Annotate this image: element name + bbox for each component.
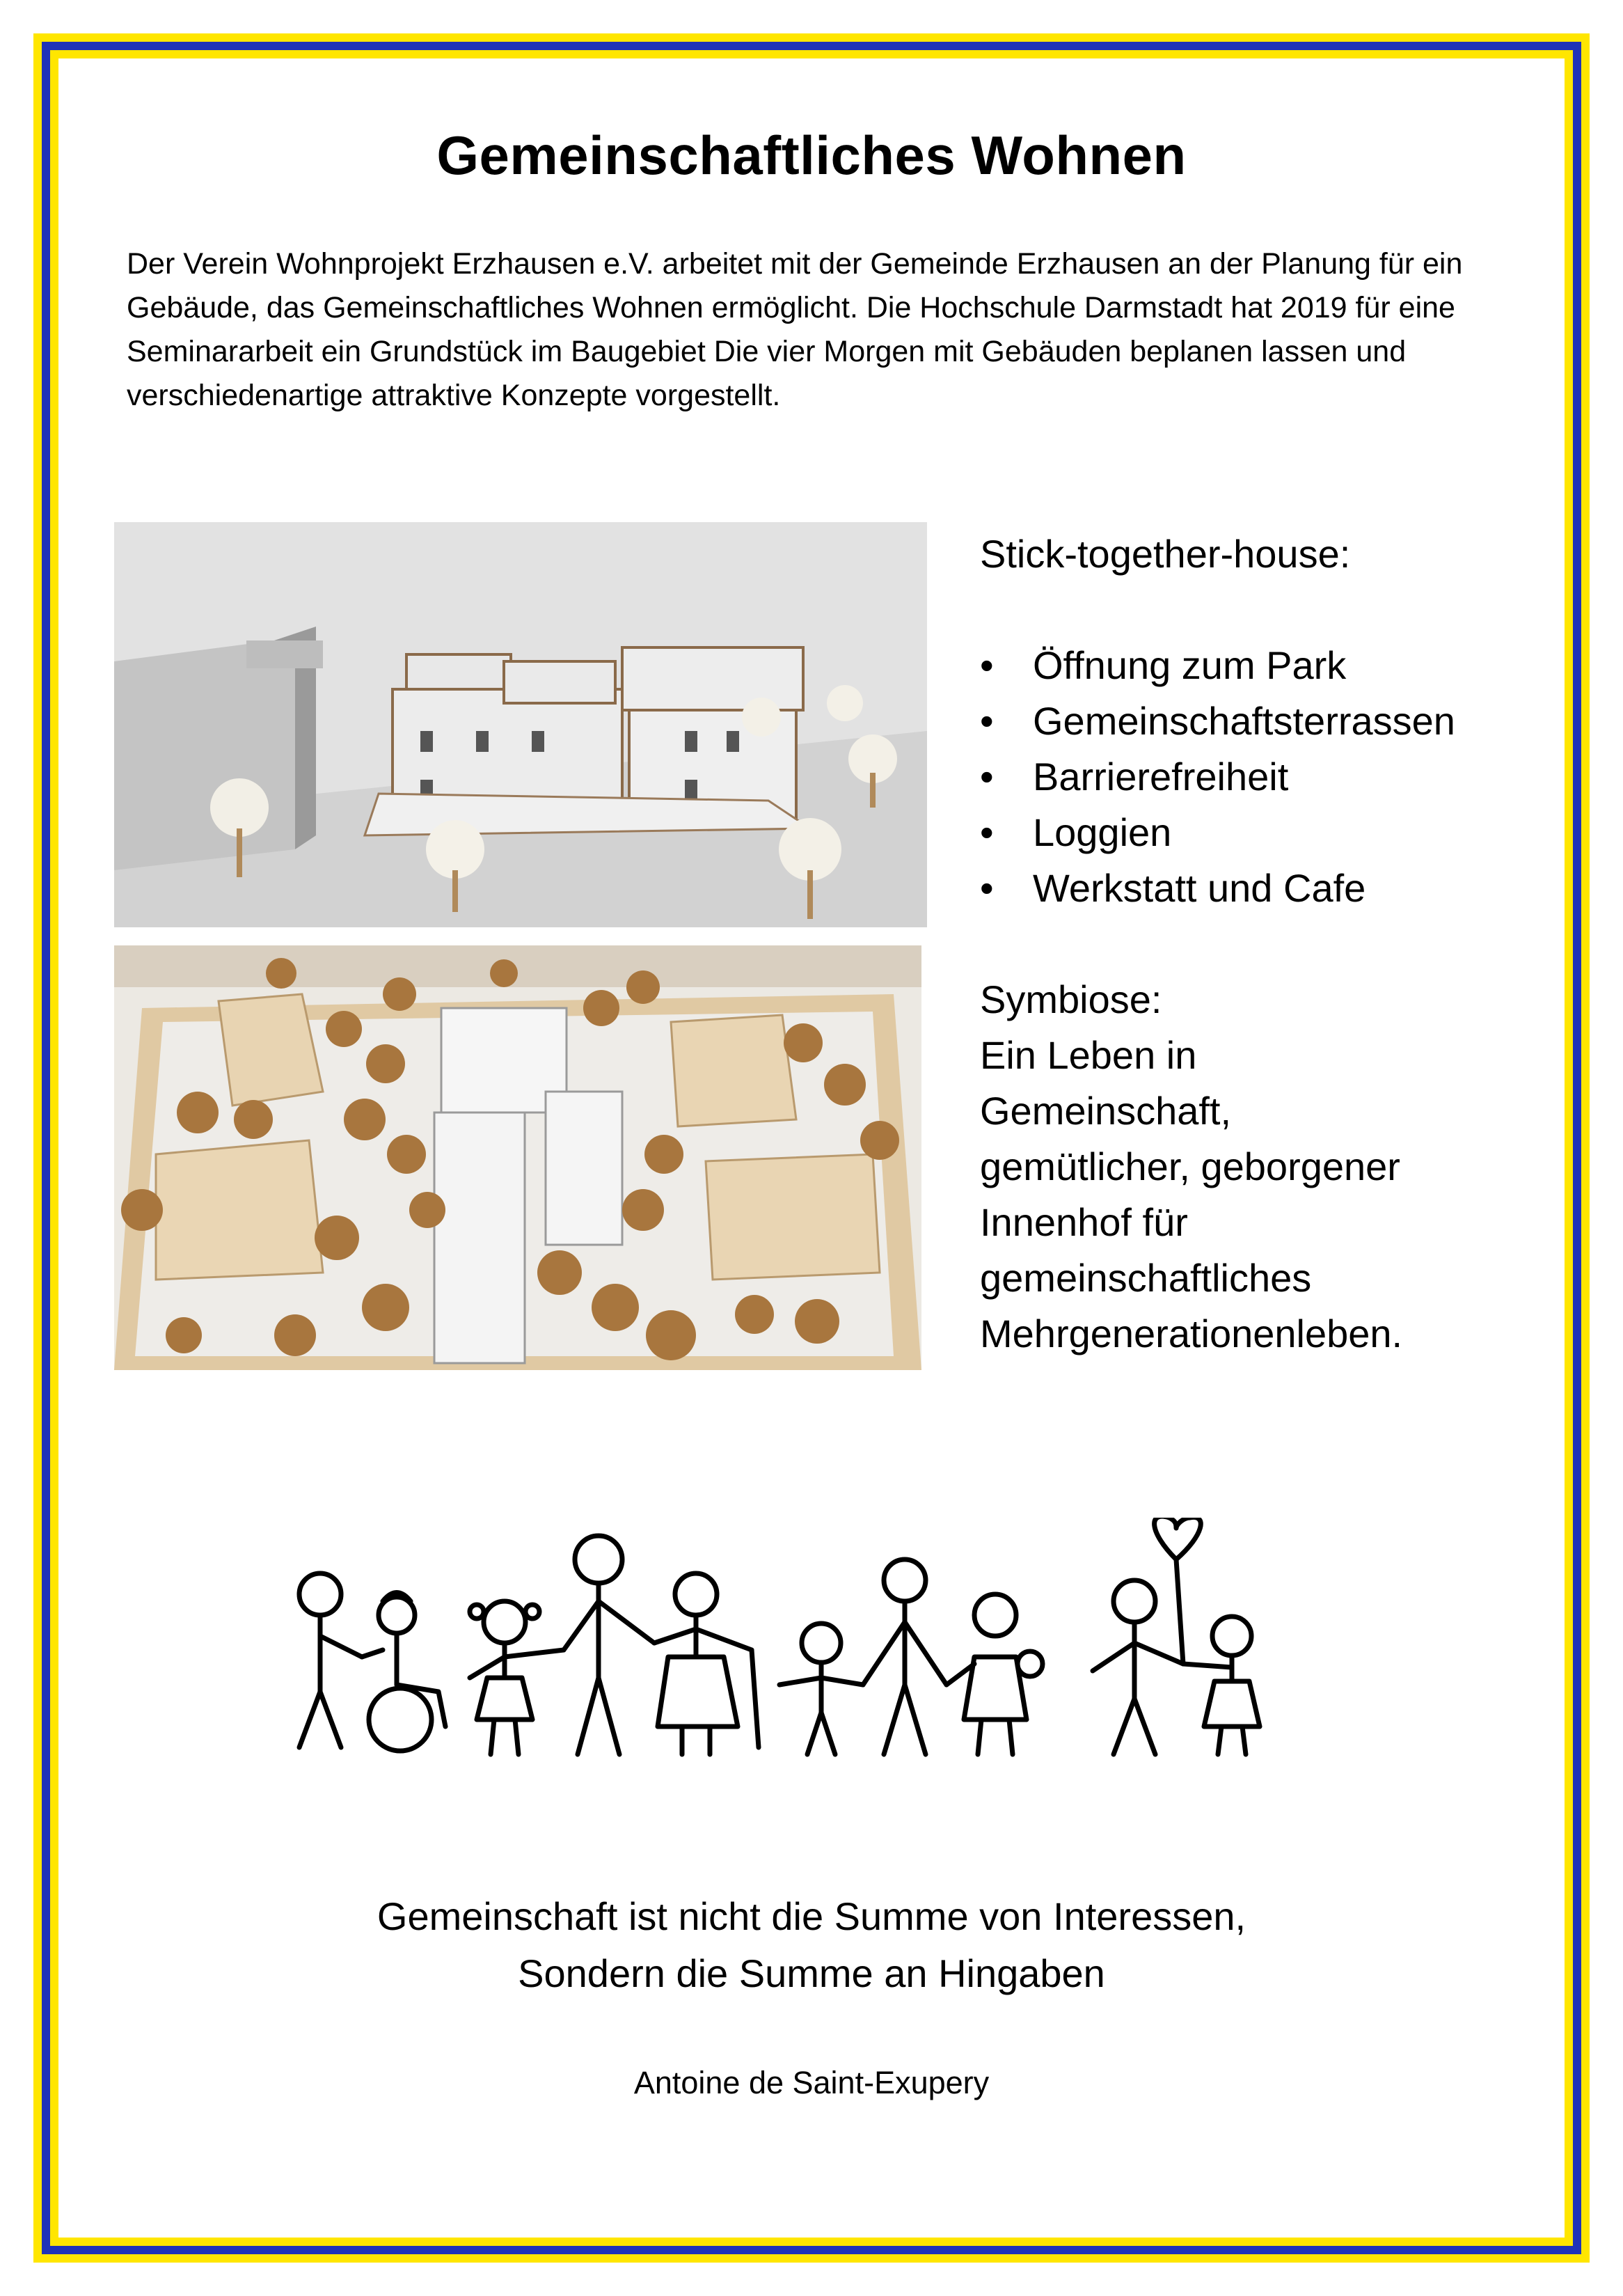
quote-line: Gemeinschaft ist nicht die Summe von Interessen, (377, 1894, 1246, 1938)
intro-paragraph: Der Verein Wohnprojekt Erzhausen e.V. arbeitet mit der Gemeinde Erzhausen an der Planung für ein Gebäude, das Gemeinschaftliches Wohnen ermöglicht. Die Hochschule Darmstadt hat 2019 für eine Seminararbeit ein Grundstück im Baugebiet Die vier Morgen mit Gebäuden beplanen lassen und verschiedenartige attraktive Konzepte vorgestellt. (127, 247, 1463, 412)
concept2-line: Innenhof für (980, 1200, 1188, 1244)
concept2-line: Mehrgenerationenleben. (980, 1312, 1403, 1355)
concept2-line: Gemeinschaft, (980, 1089, 1232, 1133)
concept2-line: gemeinschaftliches (980, 1256, 1312, 1300)
page-title: Gemeinschaftliches Wohnen (436, 125, 1187, 186)
bullet-icon: • (980, 810, 994, 854)
bullet-icon: • (980, 866, 994, 910)
architecture-model-photo (114, 522, 927, 927)
concept2-line: gemütlicher, geborgener (980, 1145, 1400, 1188)
site-model-photo (114, 945, 921, 1370)
concept1-heading: Stick-together-house: (980, 532, 1351, 576)
bullet-icon: • (980, 699, 994, 743)
concept-descriptions (980, 526, 1551, 1362)
concept1-feature-list (980, 638, 1551, 916)
feature-label: Werkstatt und Cafe (1033, 866, 1366, 910)
feature-item (980, 749, 1551, 805)
feature-label: Barrierefreiheit (1033, 755, 1289, 799)
quote-line: Sondern die Summe an Hingaben (518, 1951, 1105, 1995)
feature-item (980, 805, 1551, 860)
feature-label: Gemeinschaftsterrassen (1033, 699, 1455, 743)
bullet-icon: • (980, 643, 994, 687)
feature-item (980, 638, 1551, 693)
feature-item (980, 693, 1551, 749)
feature-item (980, 860, 1551, 916)
concept2-line: Ein Leben in (980, 1033, 1197, 1077)
bullet-icon: • (980, 755, 994, 799)
feature-label: Loggien (1033, 810, 1172, 854)
quote-block (0, 1888, 1623, 2002)
feature-label: Öffnung zum Park (1033, 643, 1347, 687)
stick-figure-family-illustration (278, 1518, 1350, 1852)
quote-author: Antoine de Saint-Exupery (633, 2065, 990, 2100)
concept2-heading: Symbiose: (980, 977, 1162, 1021)
